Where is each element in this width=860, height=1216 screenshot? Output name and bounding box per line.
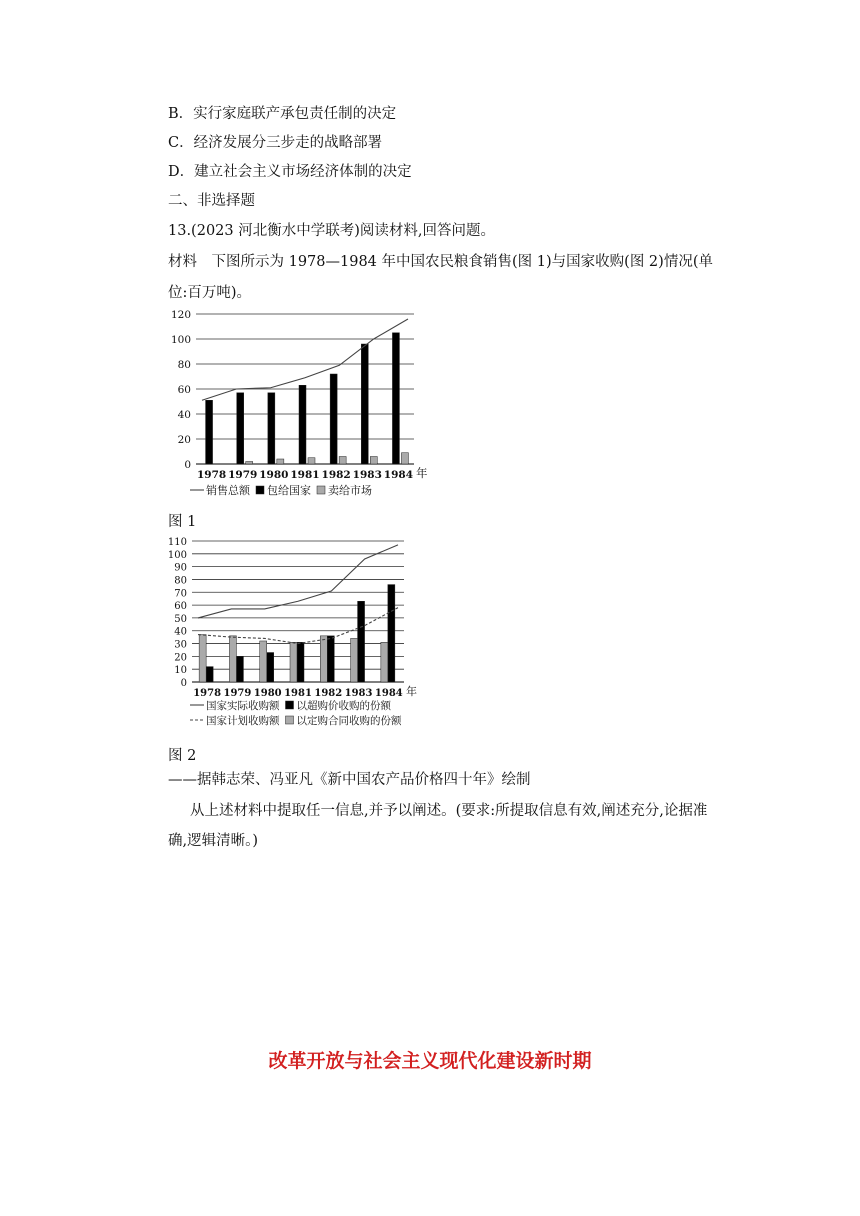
- figure-1-chart: [160, 306, 460, 502]
- question-header: 13.(2023 河北衡水中学联考)阅读材料,回答问题。: [168, 223, 495, 239]
- y-tick-label: 120: [170, 309, 191, 321]
- series-line-0: [198, 545, 398, 618]
- x-tick-label: 1984: [383, 469, 414, 481]
- bar-0-1980: [268, 393, 275, 464]
- y-tick-label: 0: [184, 459, 191, 471]
- x-tick-label: 1981: [290, 469, 320, 481]
- bar-1-1978: [199, 635, 206, 682]
- y-tick-label: 110: [167, 537, 187, 548]
- y-tick-label: 50: [174, 613, 187, 625]
- bar-0-1984: [388, 585, 395, 682]
- x-tick-label: 1979: [223, 688, 252, 699]
- legend-label: 国家计划收购额: [206, 715, 280, 727]
- y-tick-label: 40: [174, 626, 187, 638]
- bar-1-1981: [308, 458, 315, 464]
- material-line-2: 位:百万吨)。: [168, 285, 252, 301]
- x-tick-label: 1982: [321, 469, 351, 481]
- figure-2-chart: [160, 534, 460, 734]
- figure-2-label: 图 2: [168, 748, 197, 764]
- x-unit-label: 年: [416, 466, 428, 480]
- y-tick-label: 0: [180, 678, 187, 689]
- y-tick-label: 20: [174, 652, 187, 664]
- legend-swatch: [286, 716, 294, 724]
- x-tick-label: 1984: [374, 688, 403, 699]
- y-tick-label: 90: [174, 562, 187, 574]
- bar-1-1980: [260, 641, 267, 682]
- x-tick-label: 1981: [284, 688, 312, 699]
- y-tick-label: 60: [174, 601, 187, 613]
- legend-swatch: [256, 486, 264, 494]
- x-tick-label: 1980: [259, 469, 289, 481]
- legend-label: 卖给市场: [328, 484, 372, 497]
- legend-label: 国家实际收购额: [206, 700, 280, 712]
- y-tick-label: 40: [177, 409, 191, 421]
- x-tick-label: 1983: [352, 469, 382, 481]
- y-tick-label: 70: [174, 588, 187, 600]
- bar-0-1983: [358, 601, 365, 682]
- option-c: C．经济发展分三步走的战略部署: [168, 135, 383, 151]
- legend-label: 以定购合同收购的份额: [296, 715, 402, 727]
- series-line-1: [198, 608, 398, 644]
- bar-1-1983: [351, 638, 358, 682]
- bar-1-1982: [320, 636, 327, 682]
- bar-0-1980: [267, 653, 274, 682]
- y-tick-label: 100: [167, 549, 187, 561]
- material-line-1: 材料 下图所示为 1978—1984 年中国农民粮食销售(图 1)与国家收购(图 2)情况(单: [168, 254, 713, 270]
- legend-swatch: [286, 701, 294, 709]
- source-citation: ——据韩志荣、冯亚凡《新中国农产品价格四十年》绘制: [168, 772, 531, 788]
- bar-0-1983: [361, 344, 368, 464]
- bar-1-1982: [339, 457, 346, 465]
- task-line-2: 确,逻辑清晰。): [168, 833, 259, 849]
- bar-1-1983: [370, 457, 377, 465]
- y-tick-label: 100: [170, 334, 191, 346]
- bar-0-1981: [299, 385, 306, 464]
- y-tick-label: 30: [174, 639, 187, 651]
- x-tick-label: 1982: [314, 688, 343, 699]
- legend-label: 以超购价收购的份额: [296, 700, 391, 712]
- section-heading: 二、非选择题: [168, 193, 255, 209]
- bar-1-1979: [229, 636, 236, 682]
- bar-0-1982: [327, 636, 334, 682]
- x-tick-label: 1979: [228, 469, 258, 481]
- bar-0-1978: [206, 400, 213, 464]
- y-tick-label: 20: [177, 434, 191, 446]
- chapter-title: 改革开放与社会主义现代化建设新时期: [268, 1050, 592, 1072]
- bar-1-1984: [401, 453, 408, 464]
- x-tick-label: 1983: [344, 688, 373, 699]
- y-tick-label: 10: [174, 665, 187, 677]
- bar-0-1981: [297, 642, 304, 682]
- bar-0-1982: [330, 374, 337, 464]
- bar-1-1979: [246, 462, 253, 465]
- bar-1-1980: [277, 459, 284, 464]
- bar-1-1984: [381, 642, 388, 682]
- legend-label: 包给国家: [267, 484, 311, 497]
- legend-swatch: [317, 486, 325, 494]
- bar-0-1978: [206, 667, 213, 682]
- bar-1-1981: [290, 642, 297, 682]
- y-tick-label: 80: [174, 575, 187, 587]
- y-tick-label: 80: [177, 359, 191, 371]
- bar-0-1979: [237, 393, 244, 464]
- bar-0-1984: [392, 333, 399, 464]
- figure-1-label: 图 1: [168, 514, 197, 530]
- option-b: B．实行家庭联产承包责任制的决定: [168, 106, 397, 122]
- x-tick-label: 1980: [253, 688, 282, 699]
- y-tick-label: 60: [177, 384, 191, 396]
- bar-0-1979: [236, 656, 243, 682]
- x-tick-label: 1978: [193, 688, 222, 699]
- legend-label: 销售总额: [206, 484, 250, 497]
- x-unit-label: 年: [406, 685, 417, 698]
- option-d: D．建立社会主义市场经济体制的决定: [168, 164, 412, 180]
- x-tick-label: 1978: [196, 469, 227, 481]
- task-line-1: 从上述材料中提取任一信息,并予以阐述。(要求:所提取信息有效,阐述充分,论据准: [190, 803, 708, 819]
